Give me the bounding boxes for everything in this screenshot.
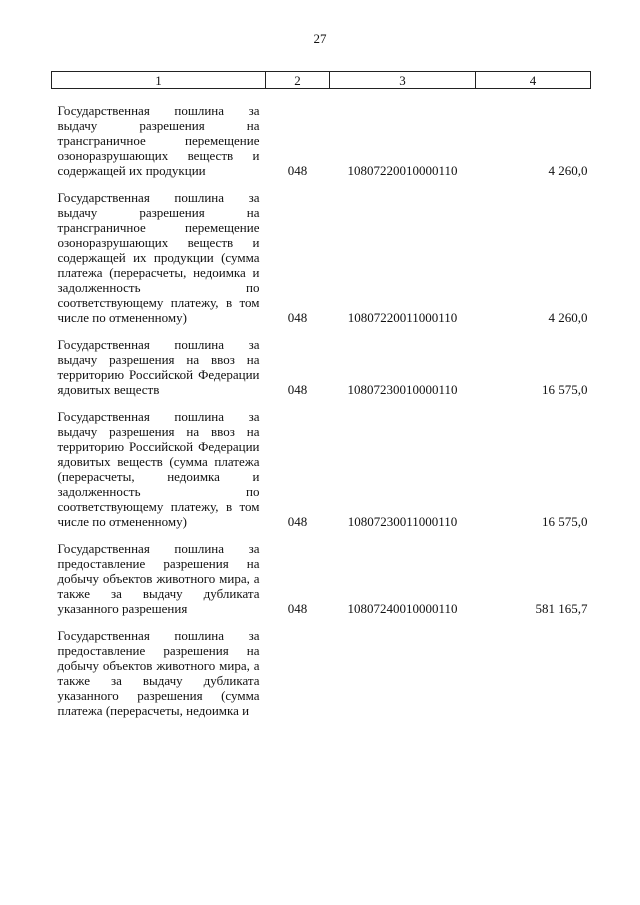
- administrator-code: 048: [287, 163, 308, 178]
- table-row: [52, 190, 591, 337]
- column-header-4: 4: [476, 72, 591, 89]
- revenue-description: Государственная пошлина за выдачу разрешения на ввоз на территорию Российской Федерации ядовитых веществ: [57, 337, 260, 397]
- revenue-description: Государственная пошлина за предоставление разрешения на добычу объектов животного мира, а также за выдачу дубликата указанного разрешения: [57, 541, 260, 616]
- budget-classification-code: 10807230010000110: [347, 382, 458, 397]
- table-row: [52, 409, 591, 541]
- administrator-code: 048: [287, 310, 308, 325]
- administrator-code: 048: [287, 382, 308, 397]
- table-row: [52, 541, 591, 628]
- budget-classification-code: 10807240010000110: [347, 601, 458, 616]
- budget-revenue-table: [51, 71, 591, 718]
- amount: 4 260,0: [548, 310, 588, 325]
- administrator-code: 048: [287, 514, 308, 529]
- column-header-1: 1: [52, 72, 266, 89]
- amount: 16 575,0: [542, 514, 588, 529]
- table-header-row: [52, 72, 591, 89]
- budget-classification-code: 10807220010000110: [347, 163, 458, 178]
- table-row: [52, 337, 591, 409]
- table-row: [52, 628, 591, 718]
- amount: [476, 628, 591, 718]
- column-header-3: 3: [330, 72, 476, 89]
- amount: 581 165,7: [535, 601, 588, 616]
- page-number: 27: [313, 31, 327, 46]
- revenue-description: Государственная пошлина за предоставление разрешения на добычу объектов животного мира, а также за выдачу дубликата указанного разрешения (сумма платежа (перерасчеты, недоимка и: [57, 628, 260, 718]
- budget-classification-code: [330, 628, 476, 718]
- revenue-description: Государственная пошлина за выдачу разрешения на трансграничное перемещение озоноразрушающих веществ и содержащей их продукции (сумма платежа (перерасчеты, недоимка и задолженность по соответствующему платежу, в том числе по отмененному): [57, 190, 260, 325]
- administrator-code: [266, 628, 330, 718]
- administrator-code: 048: [287, 601, 308, 616]
- budget-classification-code: 10807230011000110: [347, 514, 458, 529]
- budget-classification-code: 10807220011000110: [347, 310, 458, 325]
- amount: 4 260,0: [548, 163, 588, 178]
- revenue-description: Государственная пошлина за выдачу разрешения на ввоз на территорию Российской Федерации ядовитых веществ (сумма платежа (перерасчеты, недоимка и задолженность по соответствующему платежу, в том числе по отмененному): [57, 409, 260, 529]
- table-row: [52, 103, 591, 190]
- column-header-2: 2: [266, 72, 330, 89]
- revenue-description: Государственная пошлина за выдачу разрешения на трансграничное перемещение озоноразрушающих веществ и содержащей их продукции: [57, 103, 260, 178]
- amount: 16 575,0: [542, 382, 588, 397]
